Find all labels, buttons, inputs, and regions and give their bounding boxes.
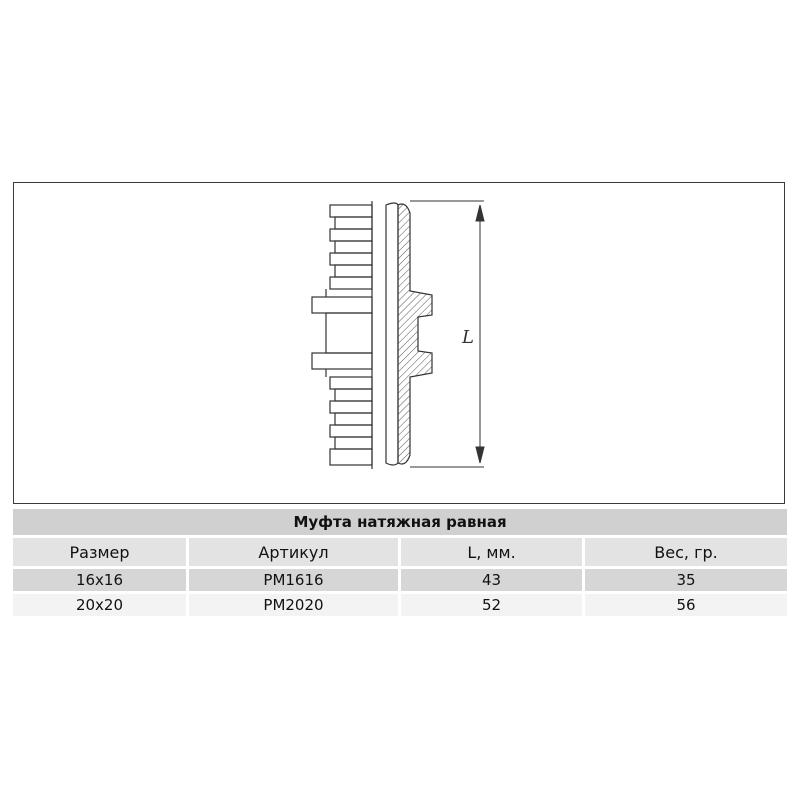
dimension-label: L <box>462 327 474 348</box>
coupling-drawing <box>14 183 786 505</box>
header-weight: Вес, гр. <box>582 538 787 566</box>
header-length: L, мм. <box>398 538 582 566</box>
cell-length: 43 <box>398 569 582 591</box>
header-article: Артикул <box>186 538 398 566</box>
table-header-row <box>13 538 787 566</box>
left-ribbed-sleeve-bottom <box>330 377 372 465</box>
specification-table <box>13 506 787 619</box>
table-row <box>13 594 787 616</box>
cell-weight: 35 <box>582 569 787 591</box>
cell-length: 52 <box>398 594 582 616</box>
table-title: Муфта натяжная равная <box>13 509 787 535</box>
left-ribbed-sleeve-top <box>330 205 372 289</box>
cell-size: 16x16 <box>13 569 186 591</box>
cell-size: 20x20 <box>13 594 186 616</box>
technical-drawing-frame <box>13 182 785 504</box>
dimension-line-L <box>476 205 484 463</box>
central-collar <box>312 289 372 377</box>
cell-weight: 56 <box>582 594 787 616</box>
cell-article: PM2020 <box>186 594 398 616</box>
header-size: Размер <box>13 538 186 566</box>
cell-article: PM1616 <box>186 569 398 591</box>
table-row <box>13 569 787 591</box>
